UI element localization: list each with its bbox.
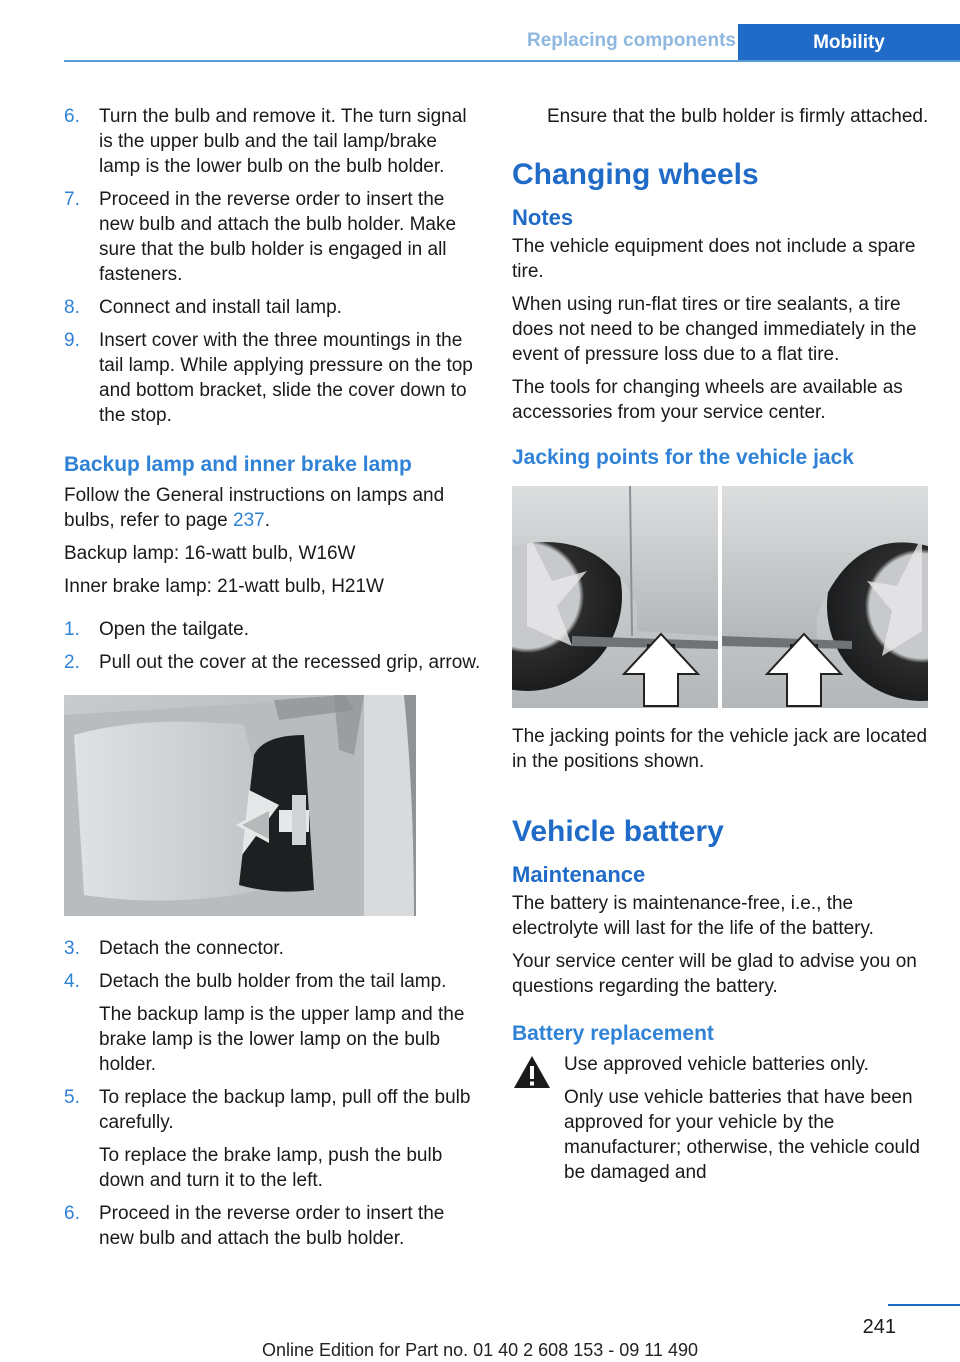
warning-title: Use approved vehicle batteries only. [564, 1054, 869, 1075]
right-column [512, 104, 930, 1193]
step-number: 3. [64, 938, 80, 959]
page-reference-link[interactable]: 237 [233, 510, 265, 531]
inner-brake-lamp-spec: Inner brake lamp: 21-watt bulb, H21W [64, 576, 384, 597]
edition-footer: Online Edition for Part no. 01 40 2 608 153 - 09 11 490 [262, 1340, 698, 1360]
notes-paragraph: When using run-flat tires or tire sealants, a tire does not need to be changed immediately in the event of pressure loss due to a flat tire. [512, 294, 917, 365]
jacking-points-image [512, 486, 928, 708]
step-text: Connect and install tail lamp. [99, 297, 342, 318]
list-item [64, 295, 481, 320]
step-continuation: Ensure that the bulb holder is firmly attached. [547, 106, 929, 127]
step-continuation: The backup lamp is the upper lamp and the brake lamp is the lower lamp on the bulb holder. [99, 1004, 465, 1075]
step-text: Turn the bulb and remove it. The turn signal is the upper bulb and the tail lamp/brake lamp is the lower bulb on the bulb holder. [99, 106, 467, 177]
step-number: 1. [64, 619, 80, 640]
backup-lamp-heading: Backup lamp and inner brake lamp [64, 453, 412, 476]
step-text: Proceed in the reverse order to insert the new bulb and attach the bulb holder. Make sure that the bulb holder is engaged in all fasteners. [99, 189, 457, 285]
step-text: Open the tailgate. [99, 619, 249, 640]
tail-lamp-cover-illustration [64, 695, 480, 916]
list-item [64, 328, 481, 428]
jacking-points-illustration [512, 486, 928, 708]
backup-intro-end: . [264, 510, 270, 531]
step-number: 4. [64, 971, 80, 992]
step-number: 5. [64, 1087, 80, 1108]
step-text: Detach the connector. [99, 938, 284, 959]
header-section-title: Replacing components [526, 30, 736, 51]
step-text: To replace the backup lamp, pull off the bulb carefully. [99, 1087, 471, 1133]
warning-text-start [564, 1085, 930, 1185]
page-header [64, 24, 960, 62]
steps-list-a [64, 104, 481, 428]
step-number: 9. [64, 330, 80, 351]
changing-wheels-title: Changing wheels [512, 158, 759, 191]
backup-lamp-spec: Backup lamp: 16-watt bulb, W16W [64, 543, 356, 564]
notes-paragraph: The vehicle equipment does not include a spare tire. [512, 236, 916, 282]
step-text: Pull out the cover at the recessed grip, arrow. [99, 652, 481, 673]
list-item [64, 936, 481, 961]
battery-replacement-heading: Battery replacement [512, 1022, 714, 1045]
step-continuation: To replace the brake lamp, push the bulb down and turn it to the left. [99, 1145, 443, 1191]
list-item [64, 617, 481, 642]
list-item [64, 1085, 481, 1135]
vehicle-battery-title: Vehicle battery [512, 815, 724, 848]
step-text: Detach the bulb holder from the tail lamp. [99, 971, 447, 992]
backup-intro-text: Follow the General instructions on lamps and bulbs, refer to page [64, 485, 445, 531]
step-number: 7. [64, 189, 80, 210]
warning-text: Only use vehicle batteries that have been approved for your vehicle by the manufacturer; otherwise, the vehicle could be damaged and [564, 1087, 920, 1183]
list-item [64, 104, 481, 179]
jacking-points-heading: Jacking points for the vehicle jack [512, 446, 854, 469]
list-item [64, 650, 481, 675]
warning-block [512, 1052, 930, 1185]
step-text: Proceed in the reverse order to insert the new bulb and attach the bulb holder. [99, 1203, 445, 1249]
jacking-points-caption: The jacking points for the vehicle jack are located in the positions shown. [512, 726, 928, 772]
step-number: 6. [64, 106, 80, 127]
notes-heading: Notes [512, 205, 574, 230]
list-item [64, 187, 481, 287]
list-item [64, 1201, 481, 1251]
step-number: 6. [64, 1203, 80, 1224]
maintenance-paragraph: The battery is maintenance-free, i.e., the electrolyte will last for the life of the battery. [512, 893, 874, 939]
footer-rule [888, 1304, 960, 1306]
warning-triangle-icon [512, 1054, 552, 1090]
tail-lamp-cover-image [64, 695, 480, 916]
step-number: 8. [64, 297, 80, 318]
maintenance-paragraph: Your service center will be glad to advise you on questions regarding the battery. [512, 951, 917, 997]
notes-paragraph: The tools for changing wheels are available as accessories from your service center. [512, 377, 903, 423]
header-rule [64, 60, 960, 62]
maintenance-heading: Maintenance [512, 862, 646, 887]
list-item [64, 969, 481, 994]
header-chapter-tab[interactable]: Mobility [738, 24, 960, 62]
left-column [64, 104, 481, 1259]
step-text: Insert cover with the three mountings in the tail lamp. While applying pressure on the top and bottom bracket, slide the cover down to the stop. [99, 330, 473, 426]
page-number: 241 [862, 1316, 896, 1338]
step-number: 2. [64, 652, 80, 673]
backup-intro [64, 483, 481, 533]
